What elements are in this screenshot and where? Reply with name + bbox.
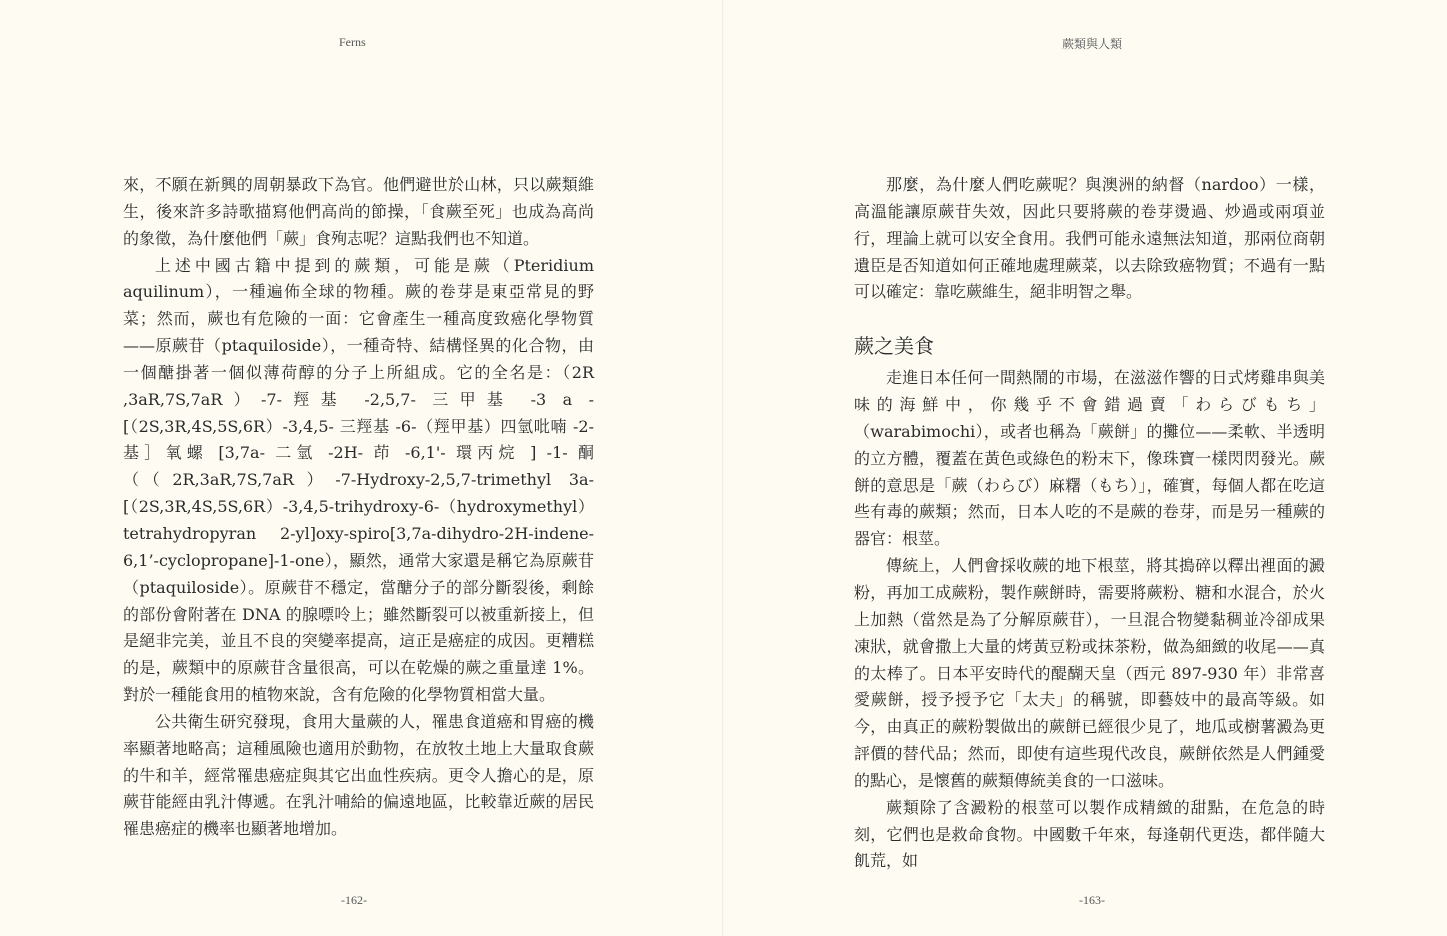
left-page <box>0 0 723 936</box>
paragraph: 上述中國古籍中提到的蕨類，可能是蕨（Pteridium aquilinum），一種遍佈全球的物種。蕨的卷芽是東亞常見的野菜；然而，蕨也有危險的一面：它會產生一種高度致癌化學物質——原蕨苷（ptaquiloside），一種奇特、結構怪異的化合物，由一個醣掛著一個似薄荷醇的分子上所組成。它的全名是：（2R ,3aR,7S,7aR）-7-羥基 -2,5,7- 三甲基 -3 a -[（2S,3R,4S,5S,6R）-3,4,5- 三羥基 -6-（羥甲基）四氫吡喃 -2- 基］氧螺 [3,7a- 二氫 -2H- 茚 -6,1'- 環丙烷 ] -1- 酮（（2R,3aR,7S,7aR）-7-Hydroxy-2,5,7-trimethyl 3a-[（2S,3R,4S,5S,6R）-3,4,5-trihydroxy-6-（hydroxymethyl）tetrahydropyran 2-yl]oxy-spiro[3,7a-dihydro-2H-indene-6,1’-cyclopropane]-1-one），顯然，通常大家還是稱它為原蕨苷（ptaquiloside）。原蕨苷不穩定，當醣分子的部分斷裂後，剩餘的部份會附著在 DNA 的腺嘌呤上；雖然斷裂可以被重新接上，但是絕非完美，並且不良的突變率提高，這正是癌症的成因。更糟糕的是，蕨類中的原蕨苷含量很高，可以在乾燥的蕨之重量達 1%。對於一種能食用的植物來說，含有危險的化學物質相當大量。 <box>123 255 594 705</box>
paragraph: 那麼，為什麼人們吃蕨呢？與澳洲的納督（nardoo）一樣，高溫能讓原蕨苷失效，因此只要將蕨的卷芽燙過、炒過或兩項並行，理論上就可以安全食用。我們可能永遠無法知道，那兩位商朝遺臣是否知道如何正確地處理蕨菜，以去除致癌物質；不過有一點可以確定：靠吃蕨維生，絕非明智之舉。 <box>854 175 1325 302</box>
section-title: 蕨之美食 <box>854 334 934 359</box>
paragraph: 走進日本任何一間熱鬧的市場，在滋滋作響的日式烤雞串與美味的海鮮中，你幾乎不會錯過賣「わらびもち」（warabimochi），或者也稱為「蕨餅」的攤位——柔軟、半透明的立方體，覆蓋在黃色或綠色的粉末下，像珠寶一樣閃閃發光。蕨餅的意思是「蕨（わらび）麻糬（もち）」，確實，每個人都在吃這些有毒的蕨類；然而，日本人吃的不是蕨的卷芽，而是另一種蕨的器官：根莖。 <box>854 368 1325 549</box>
body-text <box>854 172 1325 875</box>
page-number: -162- <box>341 893 367 907</box>
paragraph: 來，不願在新興的周朝暴政下為官。他們避世於山林，只以蕨類維生，後來許多詩歌描寫他們高尚的節操，「食蕨至死」也成為高尚的象徵，為什麼他們「蕨」食殉志呢？這點我們也不知道。 <box>123 175 594 248</box>
right-page <box>724 0 1447 936</box>
page-number: -163- <box>1079 893 1105 907</box>
body-text <box>123 172 594 843</box>
paragraph: 公共衛生研究發現，食用大量蕨的人，罹患食道癌和胃癌的機率顯著地略高；這種風險也適用於動物，在放牧土地上大量取食蕨的牛和羊，經常罹患癌症與其它出血性疾病。更令人擔心的是，原蕨苷能經由乳汁傳遞。在乳汁哺給的偏遠地區，比較靠近蕨的居民罹患癌症的機率也顯著地增加。 <box>123 711 594 839</box>
paragraph: 蕨類除了含澱粉的根莖可以製作成精緻的甜點，在危急的時刻，它們也是救命食物。中國數千年來，每逢朝代更迭，都伴隨大飢荒，如 <box>854 797 1325 871</box>
running-header: Ferns <box>339 35 366 49</box>
paragraph: 傳統上，人們會採收蕨的地下根莖，將其搗碎以釋出裡面的澱粉，再加工成蕨粉，製作蕨餅時，需要將蕨粉、糖和水混合，於火上加熱（當然是為了分解原蕨苷），一旦混合物變黏稠並冷卻成果凍狀，就會撒上大量的烤黃豆粉或抹茶粉，做為細緻的收尾——真的太棒了。日本平安時代的醍醐天皇（西元 897-930 年）非常喜愛蕨餅，授予授予它「太夫」的稱號，即藝妓中的最高等級。如今，由真正的蕨粉製做出的蕨餅已經很少見了，地瓜或樹薯澱為更評價的替代品；然而，即使有這些現代改良，蕨餅依然是人們鍾愛的點心，是懷舊的蕨類傳統美食的一口滋味。 <box>854 556 1325 790</box>
running-header: 蕨類與人類 <box>1062 37 1123 51</box>
